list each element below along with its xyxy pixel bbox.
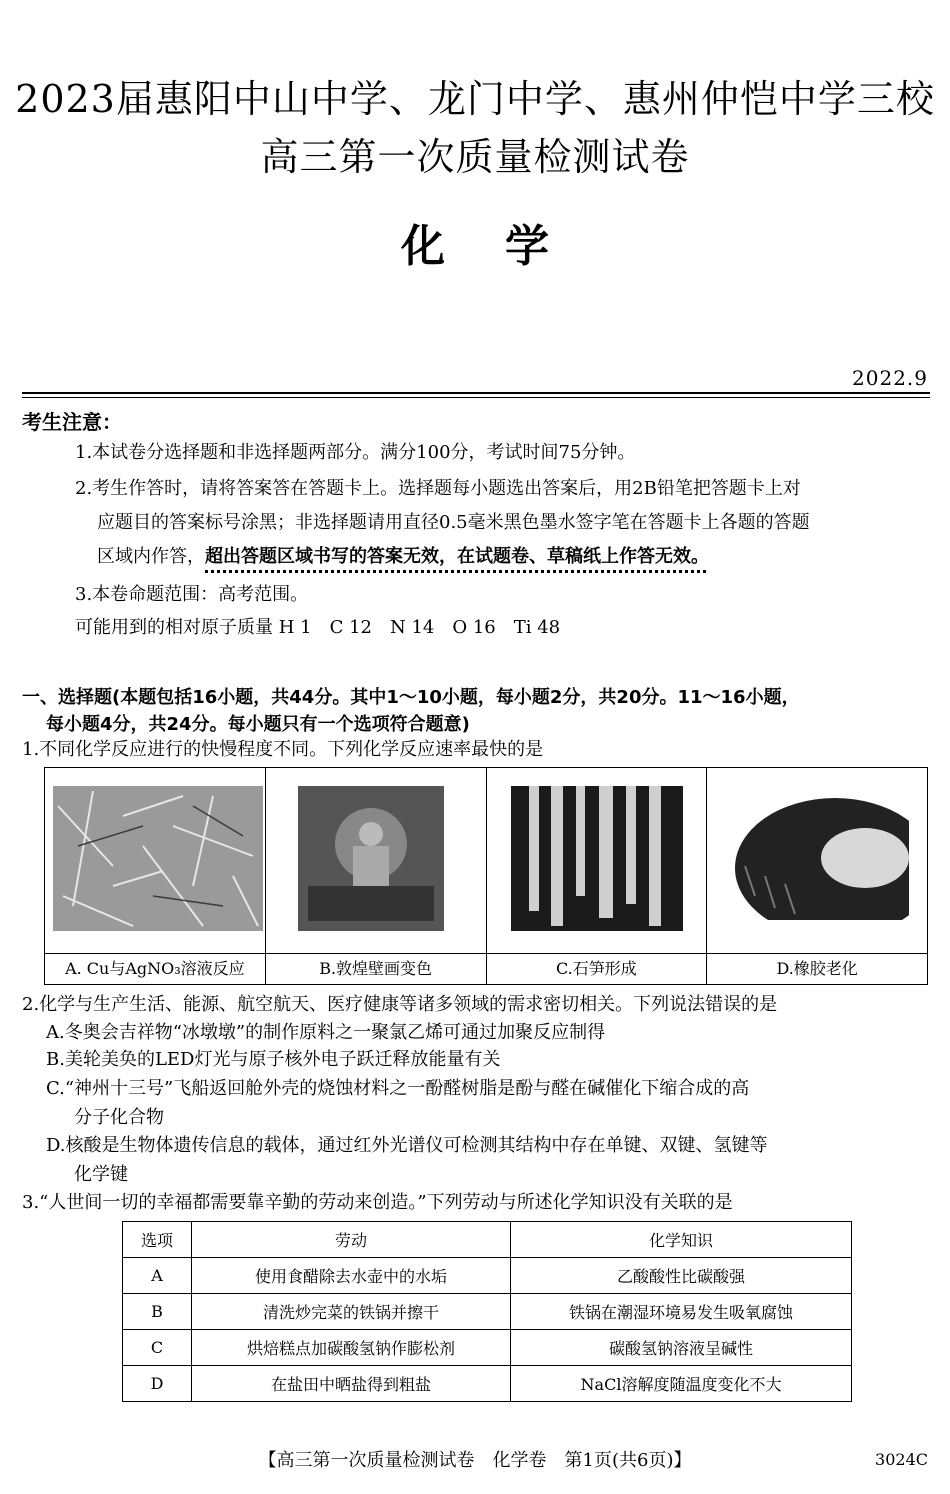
q1-caption-a: A. Cu与AgNO₃溶液反应: [45, 953, 265, 984]
q1-option-d-cell: [707, 768, 927, 984]
q3-stem: 3.“人世间一切的幸福都需要靠辛勤的劳动来创造。”下列劳动与所述化学知识没有关联的是: [22, 1192, 733, 1213]
table-cell: 使用食醋除去水壶中的水垢: [192, 1258, 511, 1294]
table-cell: 烘焙糕点加碳酸氢钠作膨松剂: [192, 1330, 511, 1366]
header-rule-thick: [22, 392, 930, 394]
paper-code: 3024C: [875, 1450, 928, 1469]
exam-date: 2022.9: [852, 366, 928, 390]
atomic-masses: 可能用到的相对原子质量 H 1 C 12 N 14 O 16 Ti 48: [75, 617, 561, 638]
table-row: [123, 1294, 852, 1330]
exam-title-line2: 高三第一次质量检测试卷: [260, 135, 690, 179]
q1-caption-c: C.石笋形成: [487, 953, 707, 984]
table-header-option: 选项: [123, 1222, 192, 1258]
q2-option-a: A.冬奥会吉祥物“冰墩墩”的制作原料之一聚氯乙烯可通过加聚反应制得: [46, 1022, 606, 1043]
table-cell: 乙酸酸性比碳酸强: [511, 1258, 852, 1294]
q3-table: [122, 1221, 852, 1402]
q1-option-a-cell: [45, 768, 266, 984]
q2-option-c: C.“神州十三号”飞船返回舱外壳的烧蚀材料之一酚醛树脂是酚与醛在碱催化下缩合成的高: [46, 1078, 750, 1099]
table-cell: B: [123, 1294, 192, 1330]
mural-photo: [298, 786, 444, 931]
tire-photo: [725, 796, 909, 920]
q1-caption-b: B.敦煌壁画变色: [266, 953, 486, 984]
crystal-growth-photo: [53, 786, 263, 931]
q1-caption-d: D.橡胶老化: [707, 953, 927, 984]
notice-title: 考生注意：: [22, 410, 122, 434]
section-heading-line1: 一、选择题(本题包括16小题，共44分。其中1～10小题，每小题2分，共20分。11～16小题，: [22, 687, 800, 708]
table-cell: 铁锅在潮湿环境易发生吸氧腐蚀: [511, 1294, 852, 1330]
table-cell: 碳酸氢钠溶液呈碱性: [511, 1330, 852, 1366]
exam-title-line1: 2023届惠阳中山中学、龙门中学、惠州仲恺中学三校: [15, 77, 935, 121]
q2-option-d: D.核酸是生物体遗传信息的载体，通过红外光谱仪可检测其结构中存在单键、双键、氢键等: [46, 1135, 768, 1156]
notice-item-2: 2.考生作答时，请将答案答在答题卡上。选择题每小题选出答案后，用2B铅笔把答题卡上对: [75, 478, 801, 499]
table-row: [123, 1258, 852, 1294]
q1-option-c-cell: [487, 768, 708, 984]
q1-option-b-cell: [266, 768, 487, 984]
q1-stem: 1.不同化学反应进行的快慢程度不同。下列化学反应速率最快的是: [22, 739, 544, 760]
q2-option-b: B.美轮美奂的LED灯光与原子核外电子跃迁释放能量有关: [46, 1049, 501, 1070]
notice-item-1: 1.本试卷分选择题和非选择题两部分。满分100分，考试时间75分钟。: [75, 442, 636, 463]
table-cell: NaCl溶解度随温度变化不大: [511, 1366, 852, 1402]
table-row: [123, 1330, 852, 1366]
stalagmite-photo: [511, 786, 683, 931]
table-header-knowledge: 化学知识: [511, 1222, 852, 1258]
header-rule-thin: [22, 397, 930, 398]
table-header-labor: 劳动: [192, 1222, 511, 1258]
table-header-row: [123, 1222, 852, 1258]
notice-emphasis: 超出答题区域书写的答案无效，在试题卷、草稿纸上作答无效。: [205, 546, 709, 567]
notice-item-2-tail: 区域内作答，: [97, 546, 205, 567]
table-row: [123, 1366, 852, 1402]
q1-image-table: [44, 767, 928, 985]
notice-item-3: 3.本卷命题范围：高考范围。: [75, 584, 309, 605]
section-heading-line2: 每小题4分，共24分。每小题只有一个选项符合题意): [46, 714, 470, 735]
subject-title: 化学: [401, 221, 609, 272]
q2-stem: 2.化学与生产生活、能源、航空航天、医疗健康等诸多领域的需求密切相关。下列说法错误的是: [22, 994, 778, 1015]
table-cell: 在盐田中晒盐得到粗盐: [192, 1366, 511, 1402]
q2-option-c-cont: 分子化合物: [74, 1107, 164, 1128]
notice-item-2-cont: 应题目的答案标号涂黑；非选择题请用直径0.5毫米黑色墨水签字笔在答题卡上各题的答题: [97, 512, 810, 533]
notice-item-2-cont2: [97, 544, 709, 570]
table-cell: A: [123, 1258, 192, 1294]
page-footer: 【高三第一次质量检测试卷 化学卷 第1页(共6页)】: [258, 1450, 692, 1471]
table-cell: C: [123, 1330, 192, 1366]
q2-option-d-cont: 化学键: [74, 1164, 128, 1185]
table-cell: 清洗炒完菜的铁锅并擦干: [192, 1294, 511, 1330]
table-cell: D: [123, 1366, 192, 1402]
